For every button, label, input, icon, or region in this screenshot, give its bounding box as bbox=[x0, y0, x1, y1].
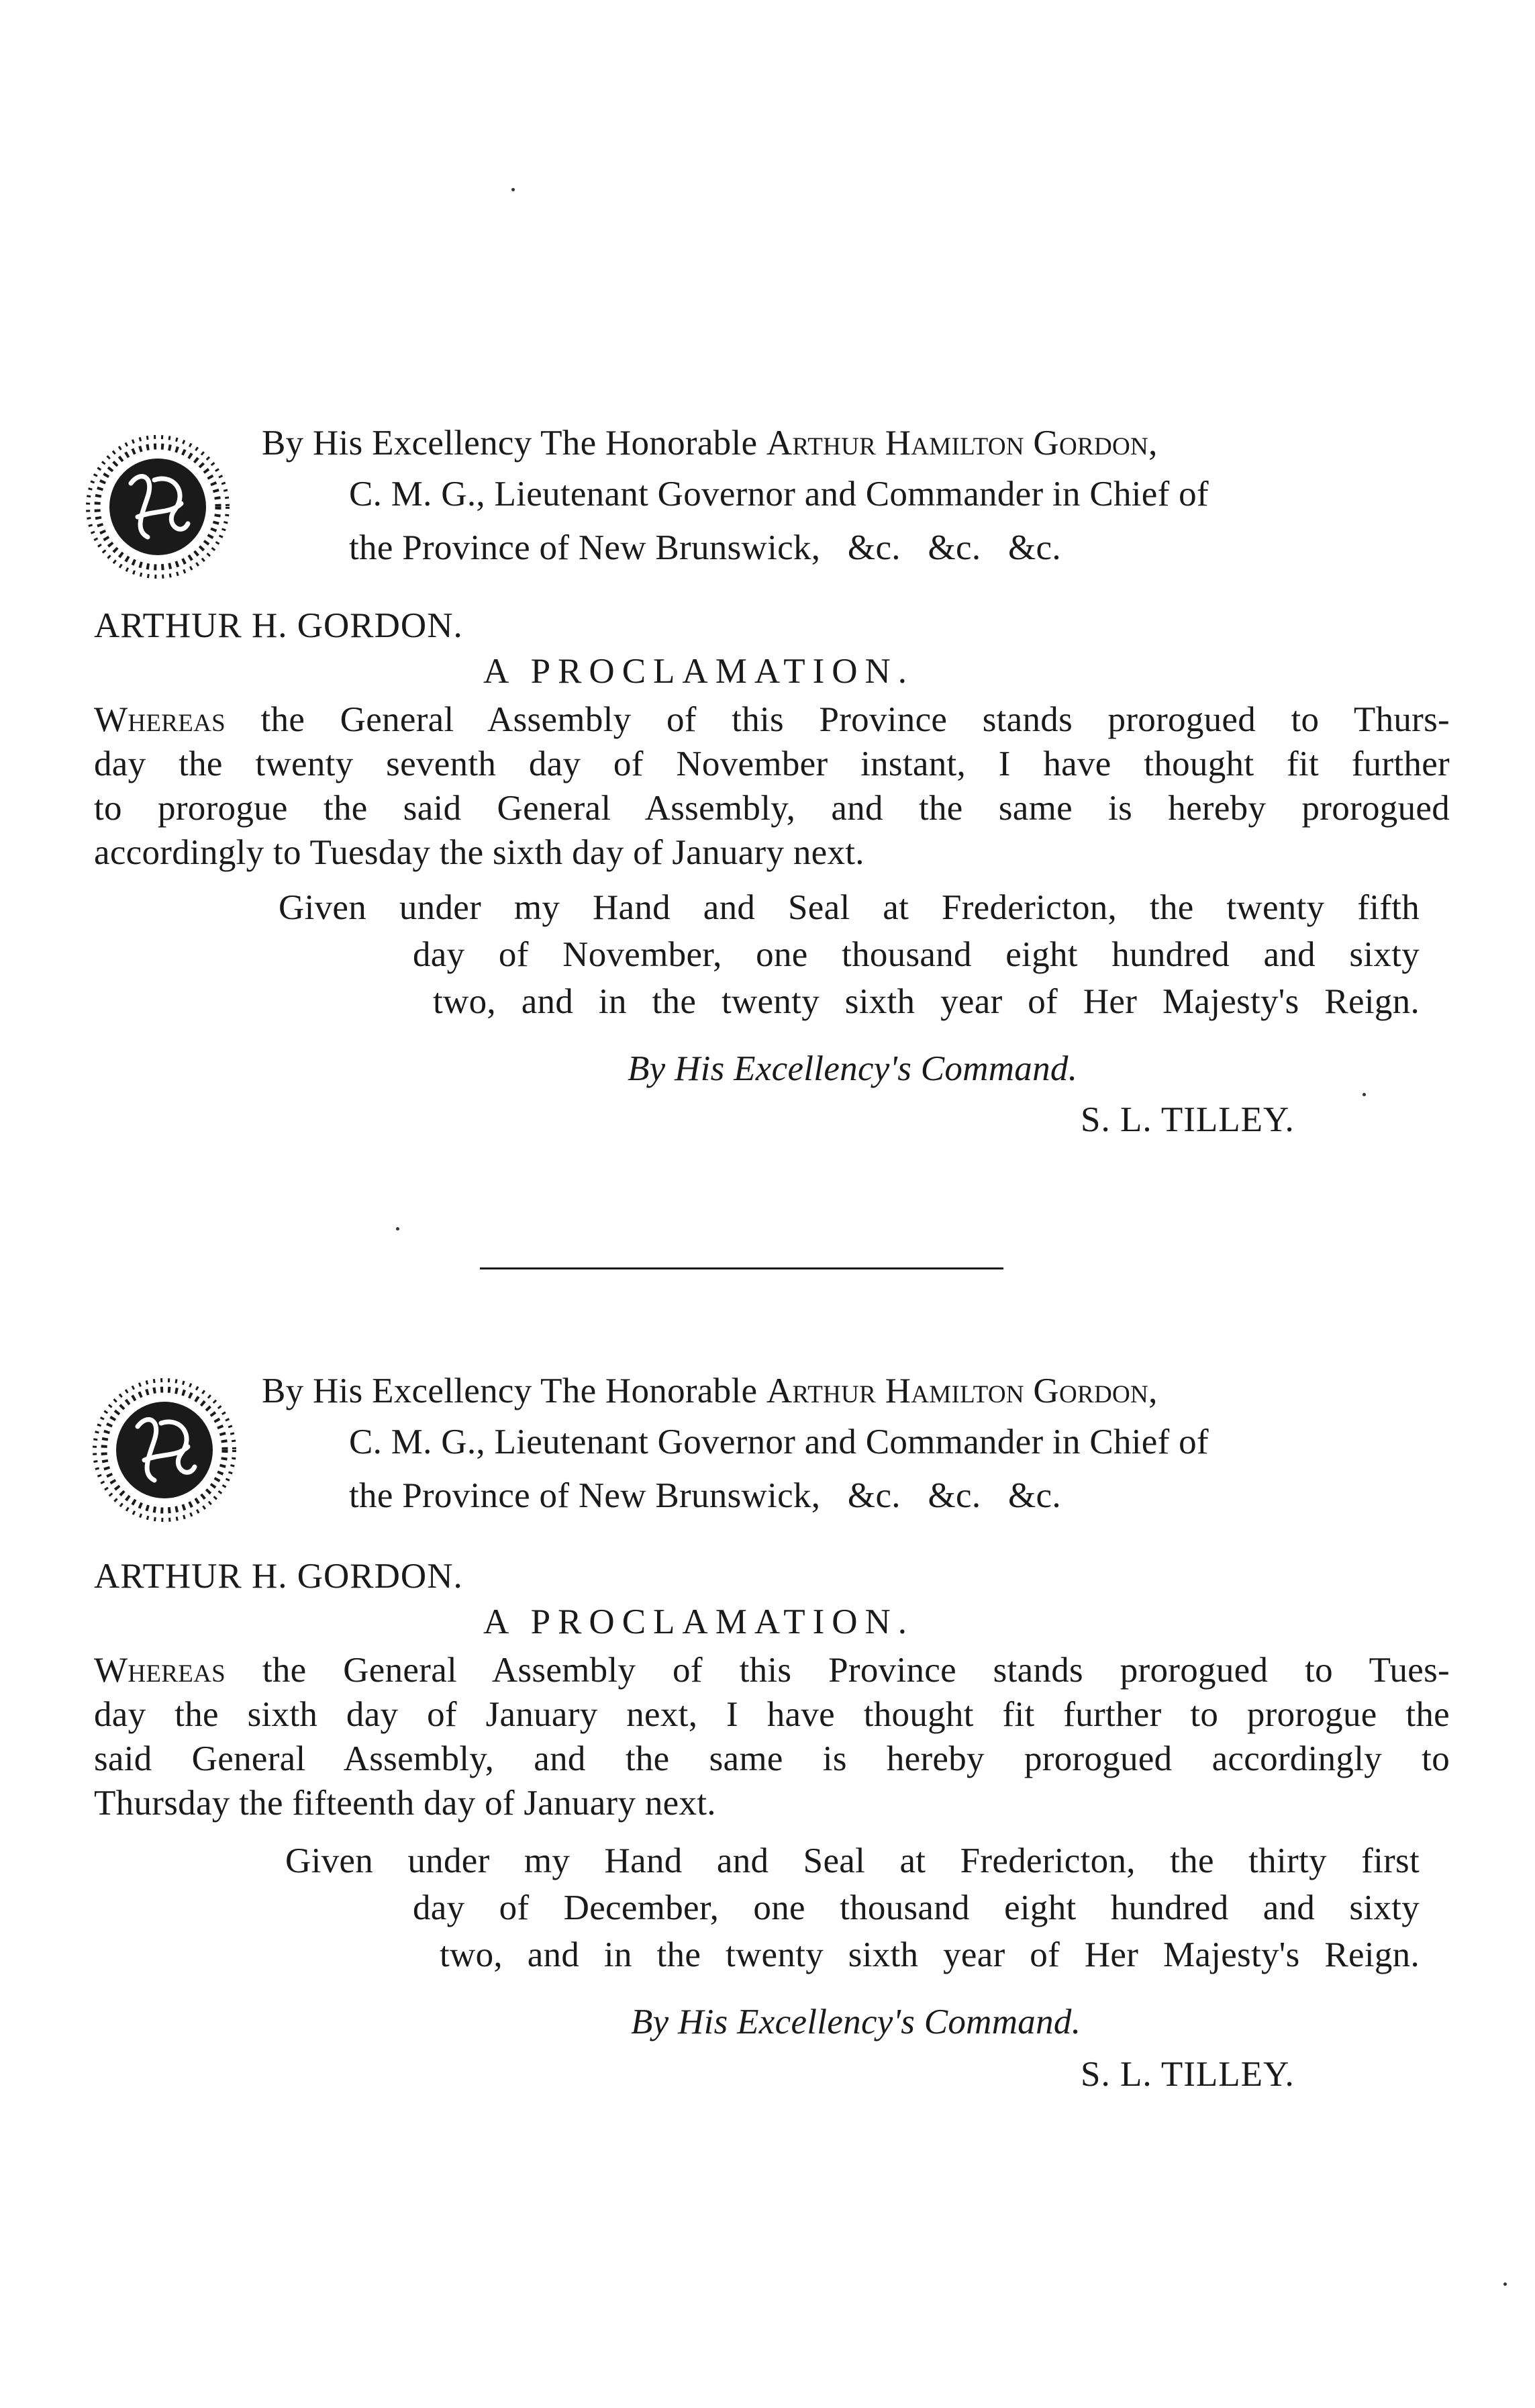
proclamation-title: A PROCLAMATION. bbox=[483, 1602, 915, 1641]
given-line-1: Given under my Hand and Seal at Fredericton, the twenty fifth bbox=[279, 888, 1420, 927]
heading-line-3: the Province of New Brunswick, &c. &c. &c. bbox=[349, 528, 1061, 567]
section-divider bbox=[480, 1267, 1003, 1269]
proclamation-title: A PROCLAMATION. bbox=[483, 652, 915, 691]
heading-line-3: the Province of New Brunswick, &c. &c. &c. bbox=[349, 1476, 1061, 1515]
signature: S. L. TILLEY. bbox=[1081, 2055, 1295, 2094]
royal-seal-icon bbox=[81, 430, 235, 584]
governor-name: ARTHUR H. GORDON. bbox=[94, 606, 463, 645]
given-line-2: day of December, one thousand eight hundred and sixty bbox=[413, 1888, 1420, 1927]
heading-line-1: By His Excellency The Honorable Arthur Hamilton Gordon, bbox=[262, 424, 1158, 463]
body-line-4: Thursday the fifteenth day of January next. bbox=[94, 1784, 716, 1823]
body-line-2: day the twenty seventh day of November instant, I have thought fit further bbox=[94, 744, 1450, 783]
royal-seal-icon bbox=[87, 1373, 242, 1527]
print-speck bbox=[396, 1227, 399, 1231]
command-line: By His Excellency's Command. bbox=[628, 1049, 1078, 1088]
body-line-3: to prorogue the said General Assembly, and the same is hereby prorogued bbox=[94, 789, 1450, 828]
signature: S. L. TILLEY. bbox=[1081, 1100, 1295, 1139]
given-line-3: two, and in the twenty sixth year of Her Majesty's Reign. bbox=[440, 1935, 1420, 1974]
governor-name: ARTHUR H. GORDON. bbox=[94, 1557, 463, 1596]
command-line: By His Excellency's Command. bbox=[631, 2003, 1081, 2041]
body-line-1: Whereas the General Assembly of this Province stands prorogued to Tues- bbox=[94, 1651, 1450, 1690]
heading-line-2: C. M. G., Lieutenant Governor and Commander in Chief of bbox=[349, 475, 1209, 514]
body-line-1: Whereas the General Assembly of this Province stands prorogued to Thurs- bbox=[94, 700, 1450, 739]
body-line-4: accordingly to Tuesday the sixth day of January next. bbox=[94, 833, 864, 872]
body-line-3: said General Assembly, and the same is hereby prorogued accordingly to bbox=[94, 1739, 1450, 1778]
print-speck bbox=[1503, 2282, 1507, 2286]
print-speck bbox=[511, 188, 515, 191]
given-line-3: two, and in the twenty sixth year of Her Majesty's Reign. bbox=[433, 982, 1420, 1021]
given-line-1: Given under my Hand and Seal at Fredericton, the thirty first bbox=[285, 1841, 1420, 1880]
heading-line-2: C. M. G., Lieutenant Governor and Commander in Chief of bbox=[349, 1423, 1209, 1461]
given-line-2: day of November, one thousand eight hundred and sixty bbox=[413, 935, 1420, 974]
body-line-2: day the sixth day of January next, I have thought fit further to prorogue the bbox=[94, 1695, 1450, 1734]
heading-line-1: By His Excellency The Honorable Arthur Hamilton Gordon, bbox=[262, 1371, 1158, 1410]
print-speck bbox=[1363, 1093, 1366, 1096]
